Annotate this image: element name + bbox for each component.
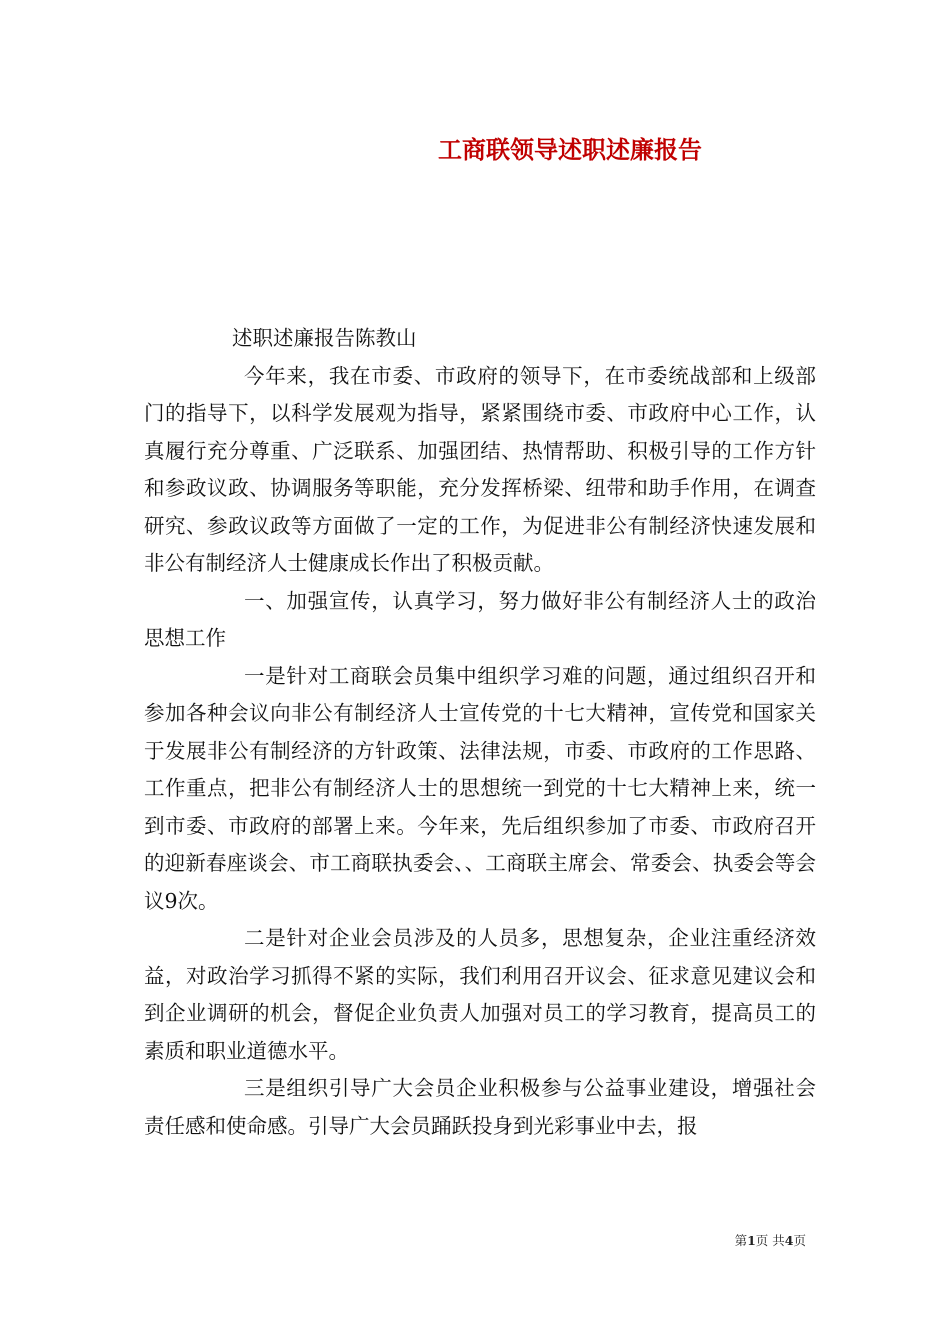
page-middle: 页 共 [755,1233,785,1248]
paragraph-point-3: 三是组织引导广大会员企业积极参与公益事业建设，增强社会责任感和使命感。引导广大会员踊跃投身到光彩事业中去，报 [144,1076,816,1138]
paragraph-point-1: 一是针对工商联会员集中组织学习难的问题，通过组织召开和参加各种会议向非公有制经济人士宣传党的十七大精神，宣传党和国家关于发展非公有制经济的方针政策、法律法规，市委、市政府的工作思路、工作重点，把非公有制经济人士的思想统一到党的十七大精神上来，统一到市委、市政府的部署上来。今年来，先后组织参加了市委、市政府召开的迎新春座谈会、市工商联执委会、、工商联主席会、常委会、执委会等会议9次。 [144,663,816,913]
paragraph-intro: 今年来，我在市委、市政府的领导下，在市委统战部和上级部门的指导下，以科学发展观为指导，紧紧围绕市委、市政府中心工作，认真履行充分尊重、广泛联系、加强团结、热情帮助、积极引导的工作方针和参政议政、协调服务等职能，充分发挥桥梁、纽带和助手作用，在调查研究、参政议政等方面做了一定的工作，为促进非公有制经济快速发展和非公有制经济人士健康成长作出了积极贡献。 [144,363,816,575]
paragraph-point-2: 二是针对企业会员涉及的人员多，思想复杂，企业注重经济效益，对政治学习抓得不紧的实际，我们利用召开议会、征求意见建议会和到企业调研的机会，督促企业负责人加强对员工的学习教育，提高员工的素质和职业道德水平。 [144,926,816,1063]
total-page-number: 4 [784,1233,794,1248]
page-footer [660,1232,806,1250]
current-page-number: 1 [747,1233,756,1248]
section-heading-1: 一、加强宣传，认真学习，努力做好非公有制经济人士的政治思想工作 [144,588,816,650]
document-subtitle: 述职述廉报告陈教山 [232,326,417,350]
page-prefix: 第 [734,1233,748,1248]
document-body [144,320,816,1145]
document-title: 工商联领导述职述廉报告 [438,135,702,164]
page-suffix: 页 [793,1233,806,1248]
